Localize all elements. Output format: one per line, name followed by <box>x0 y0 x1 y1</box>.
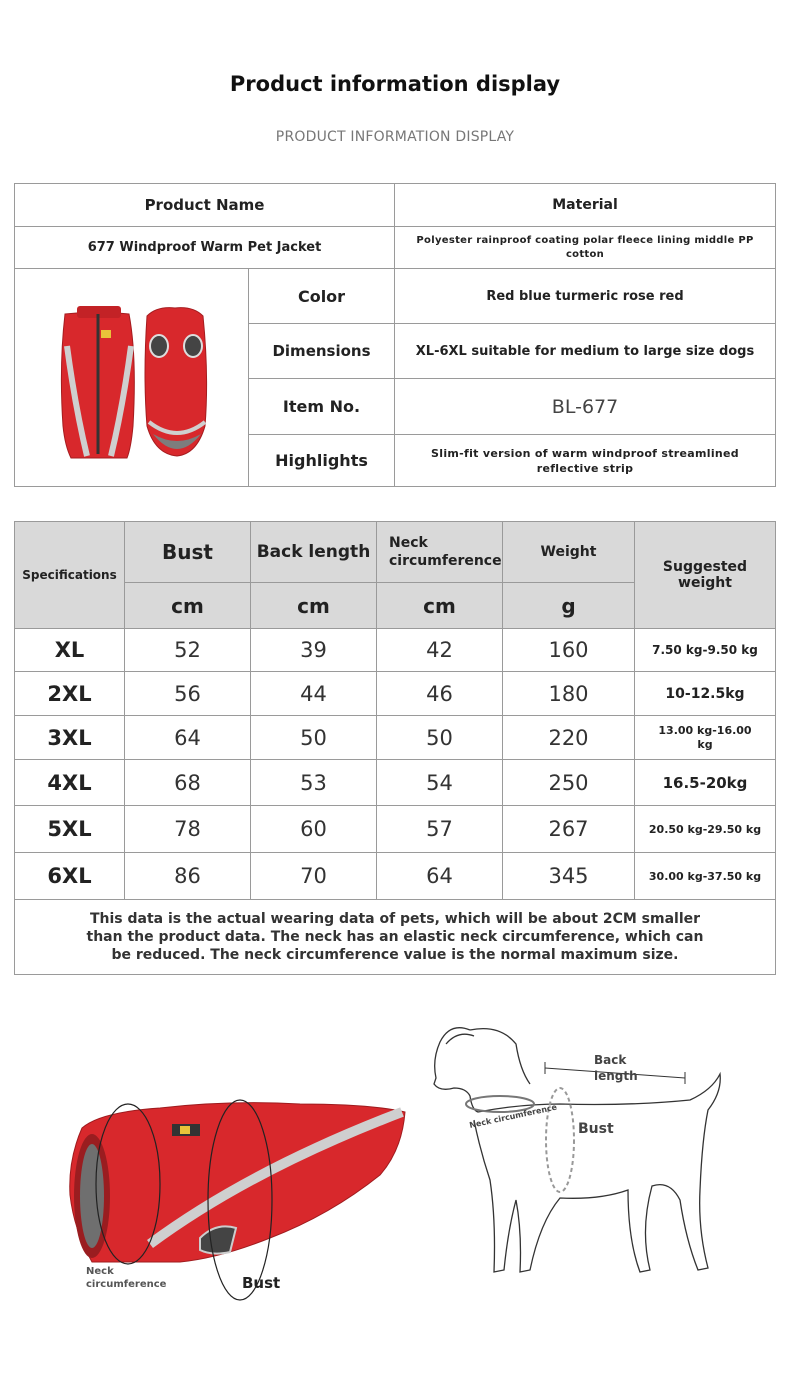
suggested-weight-cell: 30.00 kg-37.50 kg <box>635 853 776 900</box>
weight-cell: 267 <box>503 806 635 853</box>
table-row <box>15 629 776 672</box>
dimensions-label: Dimensions <box>249 324 395 379</box>
item-no-label: Item No. <box>249 379 395 435</box>
bust-unit: cm <box>125 583 251 629</box>
product-name-header: Product Name <box>15 184 395 227</box>
size-cell: 4XL <box>15 760 125 806</box>
svg-text:circumference: circumference <box>86 1279 167 1290</box>
jacket-photo-icon <box>47 286 217 466</box>
dimensions-value: XL-6XL suitable for medium to large size dogs <box>395 324 776 379</box>
neck-cell: 46 <box>377 672 503 716</box>
bust-header: Bust <box>125 522 251 583</box>
dog-neck-label: Neck circumference <box>468 1102 558 1130</box>
size-cell: 3XL <box>15 716 125 760</box>
neck-cell: 54 <box>377 760 503 806</box>
bust-cell: 56 <box>125 672 251 716</box>
table-row <box>15 853 776 900</box>
suggested-weight-cell: 7.50 kg-9.50 kg <box>635 629 776 672</box>
color-value: Red blue turmeric rose red <box>395 269 776 324</box>
suggested-weight-cell: 10-12.5kg <box>635 672 776 716</box>
jacket-neck-label: Neck <box>86 1266 114 1277</box>
neck-unit: cm <box>377 583 503 629</box>
specifications-header: Specifications <box>15 522 125 629</box>
measurement-diagram <box>0 1000 790 1310</box>
item-no-value: BL-677 <box>395 379 776 435</box>
table-row <box>15 716 776 760</box>
back-length-cell: 50 <box>251 716 377 760</box>
bust-cell: 52 <box>125 629 251 672</box>
weight-cell: 160 <box>503 629 635 672</box>
weight-unit: g <box>503 583 635 629</box>
neck-header: Neck circumference <box>377 522 503 583</box>
weight-cell: 220 <box>503 716 635 760</box>
dog-bust-label: Bust <box>578 1121 614 1137</box>
neck-cell: 64 <box>377 853 503 900</box>
bust-cell: 68 <box>125 760 251 806</box>
bust-cell: 64 <box>125 716 251 760</box>
weight-header: Weight <box>503 522 635 583</box>
suggested-weight-cell: 13.00 kg-16.00 kg <box>635 716 776 760</box>
back-length-unit: cm <box>251 583 377 629</box>
suggested-weight-cell: 16.5-20kg <box>635 760 776 806</box>
jacket-bust-label: Bust <box>242 1274 281 1292</box>
size-cell: XL <box>15 629 125 672</box>
back-length-header: Back length <box>251 522 377 583</box>
page-title: Product information display <box>229 72 561 96</box>
weight-cell: 250 <box>503 760 635 806</box>
weight-cell: 345 <box>503 853 635 900</box>
highlights-value: Slim-fit version of warm windproof streamlined reflective strip <box>395 435 776 487</box>
neck-cell: 57 <box>377 806 503 853</box>
weight-cell: 180 <box>503 672 635 716</box>
table-row <box>15 672 776 716</box>
highlights-label: Highlights <box>249 435 395 487</box>
size-cell: 6XL <box>15 853 125 900</box>
size-spec-table <box>14 521 776 975</box>
table-row <box>15 806 776 853</box>
size-cell: 2XL <box>15 672 125 716</box>
back-length-cell: 53 <box>251 760 377 806</box>
product-name-value: 677 Windproof Warm Pet Jacket <box>15 227 395 269</box>
product-photo <box>15 269 249 487</box>
material-value: Polyester rainproof coating polar fleece lining middle PP cotton <box>395 227 776 269</box>
back-length-cell: 70 <box>251 853 377 900</box>
neck-cell: 50 <box>377 716 503 760</box>
color-label: Color <box>249 269 395 324</box>
dog-outline-icon <box>434 1028 720 1272</box>
table-row <box>15 760 776 806</box>
suggested-weight-header: Suggested weight <box>635 522 776 629</box>
bust-cell: 78 <box>125 806 251 853</box>
material-header: Material <box>395 184 776 227</box>
bust-cell: 86 <box>125 853 251 900</box>
svg-text:length: length <box>594 1069 638 1083</box>
back-length-cell: 44 <box>251 672 377 716</box>
page-subtitle: PRODUCT INFORMATION DISPLAY <box>275 129 515 145</box>
data-note: This data is the actual wearing data of pets, which will be about 2CM smaller than the product data. The neck has an elastic neck circumference, which can be reduced. The neck circumference value is the normal maximum size. <box>15 900 776 975</box>
jacket-side-icon <box>70 1103 405 1262</box>
suggested-weight-cell: 20.50 kg-29.50 kg <box>635 806 776 853</box>
product-info-table <box>14 183 776 487</box>
back-length-cell: 60 <box>251 806 377 853</box>
neck-cell: 42 <box>377 629 503 672</box>
dog-back-label: Back <box>594 1053 627 1067</box>
back-length-cell: 39 <box>251 629 377 672</box>
size-cell: 5XL <box>15 806 125 853</box>
